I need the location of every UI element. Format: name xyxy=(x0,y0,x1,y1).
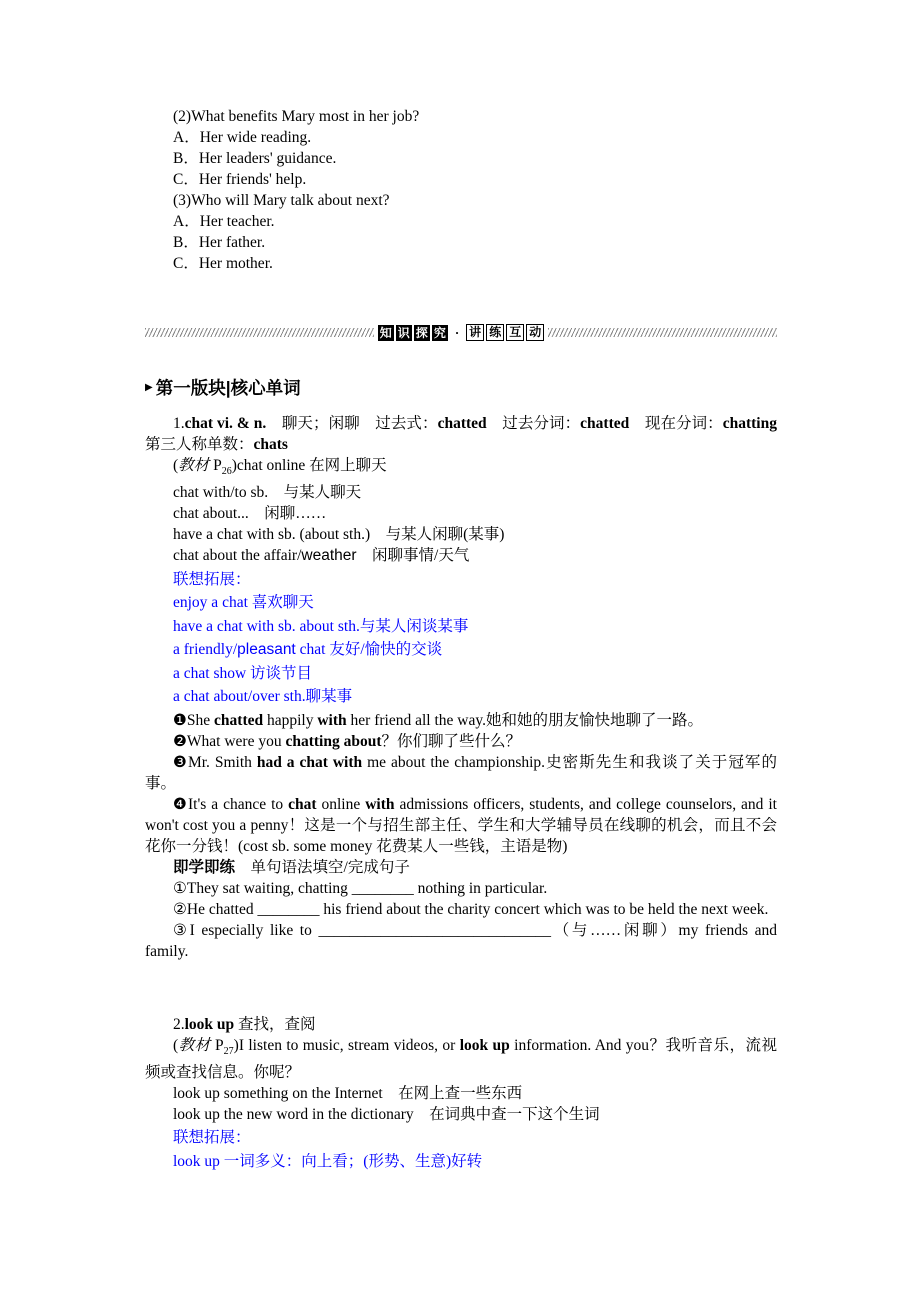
text-segment: 27 xyxy=(223,1045,234,1057)
phrase-line xyxy=(145,1104,777,1125)
section-title: 第一版块|核心单词 xyxy=(155,378,301,398)
banner-char: 动 xyxy=(526,324,544,341)
text-segment: pleasant xyxy=(237,641,296,659)
text-segment: Mr. Smith xyxy=(187,753,257,771)
text-segment: chat 友好/愉快的交谈 xyxy=(295,641,443,659)
text-segment: chat vi. & n. xyxy=(184,415,267,432)
text-segment: They sat waiting, chatting ________ nothing in particular. xyxy=(186,879,548,897)
banner-label-left xyxy=(374,325,452,341)
text-segment: her friend all the way.她和她的朋友愉快地聊了一路。 xyxy=(346,711,703,729)
text-segment: ② xyxy=(173,899,187,918)
practice-item xyxy=(145,878,777,899)
banner-char: 究 xyxy=(433,325,446,340)
text-segment: 联想拓展： xyxy=(173,570,251,588)
text-segment: 26 xyxy=(221,466,232,478)
banner-char: 知 xyxy=(379,325,392,340)
practice-item xyxy=(145,899,777,920)
text-segment: with xyxy=(317,711,347,729)
text-segment: 教材 xyxy=(178,457,210,474)
phrase-line xyxy=(145,1083,777,1104)
expansion-item xyxy=(145,1151,777,1172)
text-segment: ① xyxy=(173,878,187,897)
text-segment: have a chat with sb. about sth.与某人闲谈某事 xyxy=(173,617,469,635)
text-segment: 现在分词： xyxy=(629,415,723,432)
practice-heading xyxy=(145,857,777,878)
text-segment: 第三人称单数： xyxy=(145,436,254,453)
text-segment: 闲聊事情/天气 xyxy=(356,547,470,565)
text-segment: online xyxy=(316,795,366,813)
text-segment: 教材 xyxy=(178,1036,211,1054)
text-segment: had a chat with xyxy=(256,753,363,771)
text-segment: He chatted ________ his friend about the charity concert which was to be held the next week. xyxy=(186,900,769,918)
text-segment: 联想拓展： xyxy=(173,1129,251,1147)
expansion-heading xyxy=(145,1127,777,1148)
phrase-line xyxy=(145,524,777,545)
question-line: C．Her mother. xyxy=(173,255,273,272)
banner-char: 探 xyxy=(415,325,428,340)
question-line: B．Her father. xyxy=(173,234,266,251)
question-line: B．Her leaders' guidance. xyxy=(173,150,337,167)
text-segment: look up xyxy=(184,1015,235,1033)
text-segment: ❶ xyxy=(173,710,187,729)
question-line: C．Her friends' help. xyxy=(173,171,307,188)
text-segment: ( xyxy=(173,457,179,474)
text-segment: chat about the affair/ xyxy=(173,547,302,565)
banner-char: 互 xyxy=(506,324,524,341)
text-segment: 2. xyxy=(173,1015,185,1033)
expansion-heading xyxy=(145,569,777,590)
text-segment: happily xyxy=(263,711,318,729)
expansion-item xyxy=(145,639,777,660)
expansion-item xyxy=(145,686,777,707)
text-segment: chat about... 闲聊…… xyxy=(173,505,327,523)
text-segment: enjoy a chat 喜欢聊天 xyxy=(173,594,314,612)
text-segment: with xyxy=(365,795,395,813)
text-segment: chat with/to sb. 与某人聊天 xyxy=(173,484,362,502)
banner-separator: · xyxy=(454,324,460,340)
banner-hatch-right-icon xyxy=(548,328,777,337)
question-line: A．Her teacher. xyxy=(173,213,275,230)
text-segment: 1. xyxy=(173,415,185,432)
banner-hatch-left-icon xyxy=(145,328,374,337)
text-segment: chatted xyxy=(214,711,264,729)
textbook-ref-lookup xyxy=(145,1035,777,1083)
text-segment: 过去分词： xyxy=(486,415,581,432)
text-segment: chats xyxy=(253,436,288,453)
text-segment: information. And you？我听音乐，流视频或查找信息。你呢？ xyxy=(145,1036,777,1081)
text-segment: chatting about xyxy=(285,732,382,750)
text-segment: a friendly/ xyxy=(173,641,238,659)
example-sentence xyxy=(145,752,777,794)
text-segment: weather xyxy=(301,547,357,565)
expansion-item xyxy=(145,663,777,684)
text-segment: a chat show 访谈节目 xyxy=(173,664,313,682)
text-segment: P xyxy=(210,1036,224,1054)
word-entry-lookup xyxy=(145,1014,777,1035)
questions-block xyxy=(145,106,777,274)
text-segment: 单句语法填空/完成句子 xyxy=(235,858,410,876)
word-entry-chat xyxy=(145,413,777,455)
text-segment: admissions officers, students, and college counselors, and it won't cost you a penny！这是一个与招生部主任、学生和大学辅导员在线聊的机会，而且不会花你一分钱！(cost sb. some money 花费某人一些钱，主语是物) xyxy=(145,795,777,855)
text-segment: I especially like to ______________________________（与……闲聊）my friends and family. xyxy=(145,921,777,960)
text-segment: look up 一词多义：向上看；(形势、生意)好转 xyxy=(173,1152,483,1170)
text-segment: look up something on the Internet 在网上查一些东西 xyxy=(173,1084,523,1102)
text-segment: )chat online 在网上聊天 xyxy=(231,457,387,474)
banner-char: 识 xyxy=(397,325,410,340)
text-segment: me about the championship.史密斯先生和我谈了关于冠军的事。 xyxy=(145,753,777,792)
question-line: A．Her wide reading. xyxy=(173,129,312,146)
example-sentence xyxy=(145,731,777,752)
text-segment: a chat about/over sth.聊某事 xyxy=(173,688,353,706)
text-segment: She xyxy=(186,711,215,729)
question-line: (3)Who will Mary talk about next? xyxy=(173,192,390,209)
text-segment: ？你们聊了些什么？ xyxy=(381,732,522,750)
knowledge-banner xyxy=(145,324,777,341)
text-segment: ❸ xyxy=(173,752,188,771)
text-segment: ❷ xyxy=(173,731,187,750)
question-line: (2)What benefits Mary most in her job? xyxy=(173,108,420,125)
text-segment: P xyxy=(209,457,222,474)
text-segment: chatted xyxy=(437,415,487,432)
section-header xyxy=(145,375,777,400)
phrase-line xyxy=(145,482,777,503)
text-segment: have a chat with sb. (about sth.) 与某人闲聊(某事) xyxy=(173,526,505,544)
expansion-item xyxy=(145,592,777,613)
textbook-ref-chat xyxy=(145,455,777,482)
example-sentence xyxy=(145,710,777,731)
example-sentence xyxy=(145,794,777,857)
banner-char: 讲 xyxy=(466,324,484,341)
expansion-item xyxy=(145,616,777,637)
text-segment: 查找，查阅 xyxy=(234,1015,316,1033)
banner-label-right xyxy=(462,324,548,341)
text-segment: look up the new word in the dictionary 在词典中查一下这个生词 xyxy=(173,1105,600,1123)
text-segment: chatting xyxy=(722,415,777,432)
text-segment: 聊天；闲聊 过去式： xyxy=(266,415,438,432)
text-segment: )I listen to music, stream videos, or xyxy=(233,1036,460,1054)
banner-char: 练 xyxy=(486,324,504,341)
text-segment: chatted xyxy=(580,415,630,432)
phrase-line xyxy=(145,503,777,524)
document-body xyxy=(145,413,777,1172)
phrase-line xyxy=(145,545,777,566)
text-segment: ❹ xyxy=(173,794,188,813)
text-segment: look up xyxy=(459,1036,510,1054)
text-segment: chat xyxy=(288,795,317,813)
triangle-marker-icon: ▶ xyxy=(145,382,153,393)
text-segment: 即学即练 xyxy=(173,858,236,876)
text-segment: ( xyxy=(173,1036,179,1054)
text-segment: It's a chance to xyxy=(187,795,289,813)
text-segment: What were you xyxy=(186,732,286,750)
text-segment: ③ xyxy=(173,920,190,939)
practice-item xyxy=(145,920,777,962)
